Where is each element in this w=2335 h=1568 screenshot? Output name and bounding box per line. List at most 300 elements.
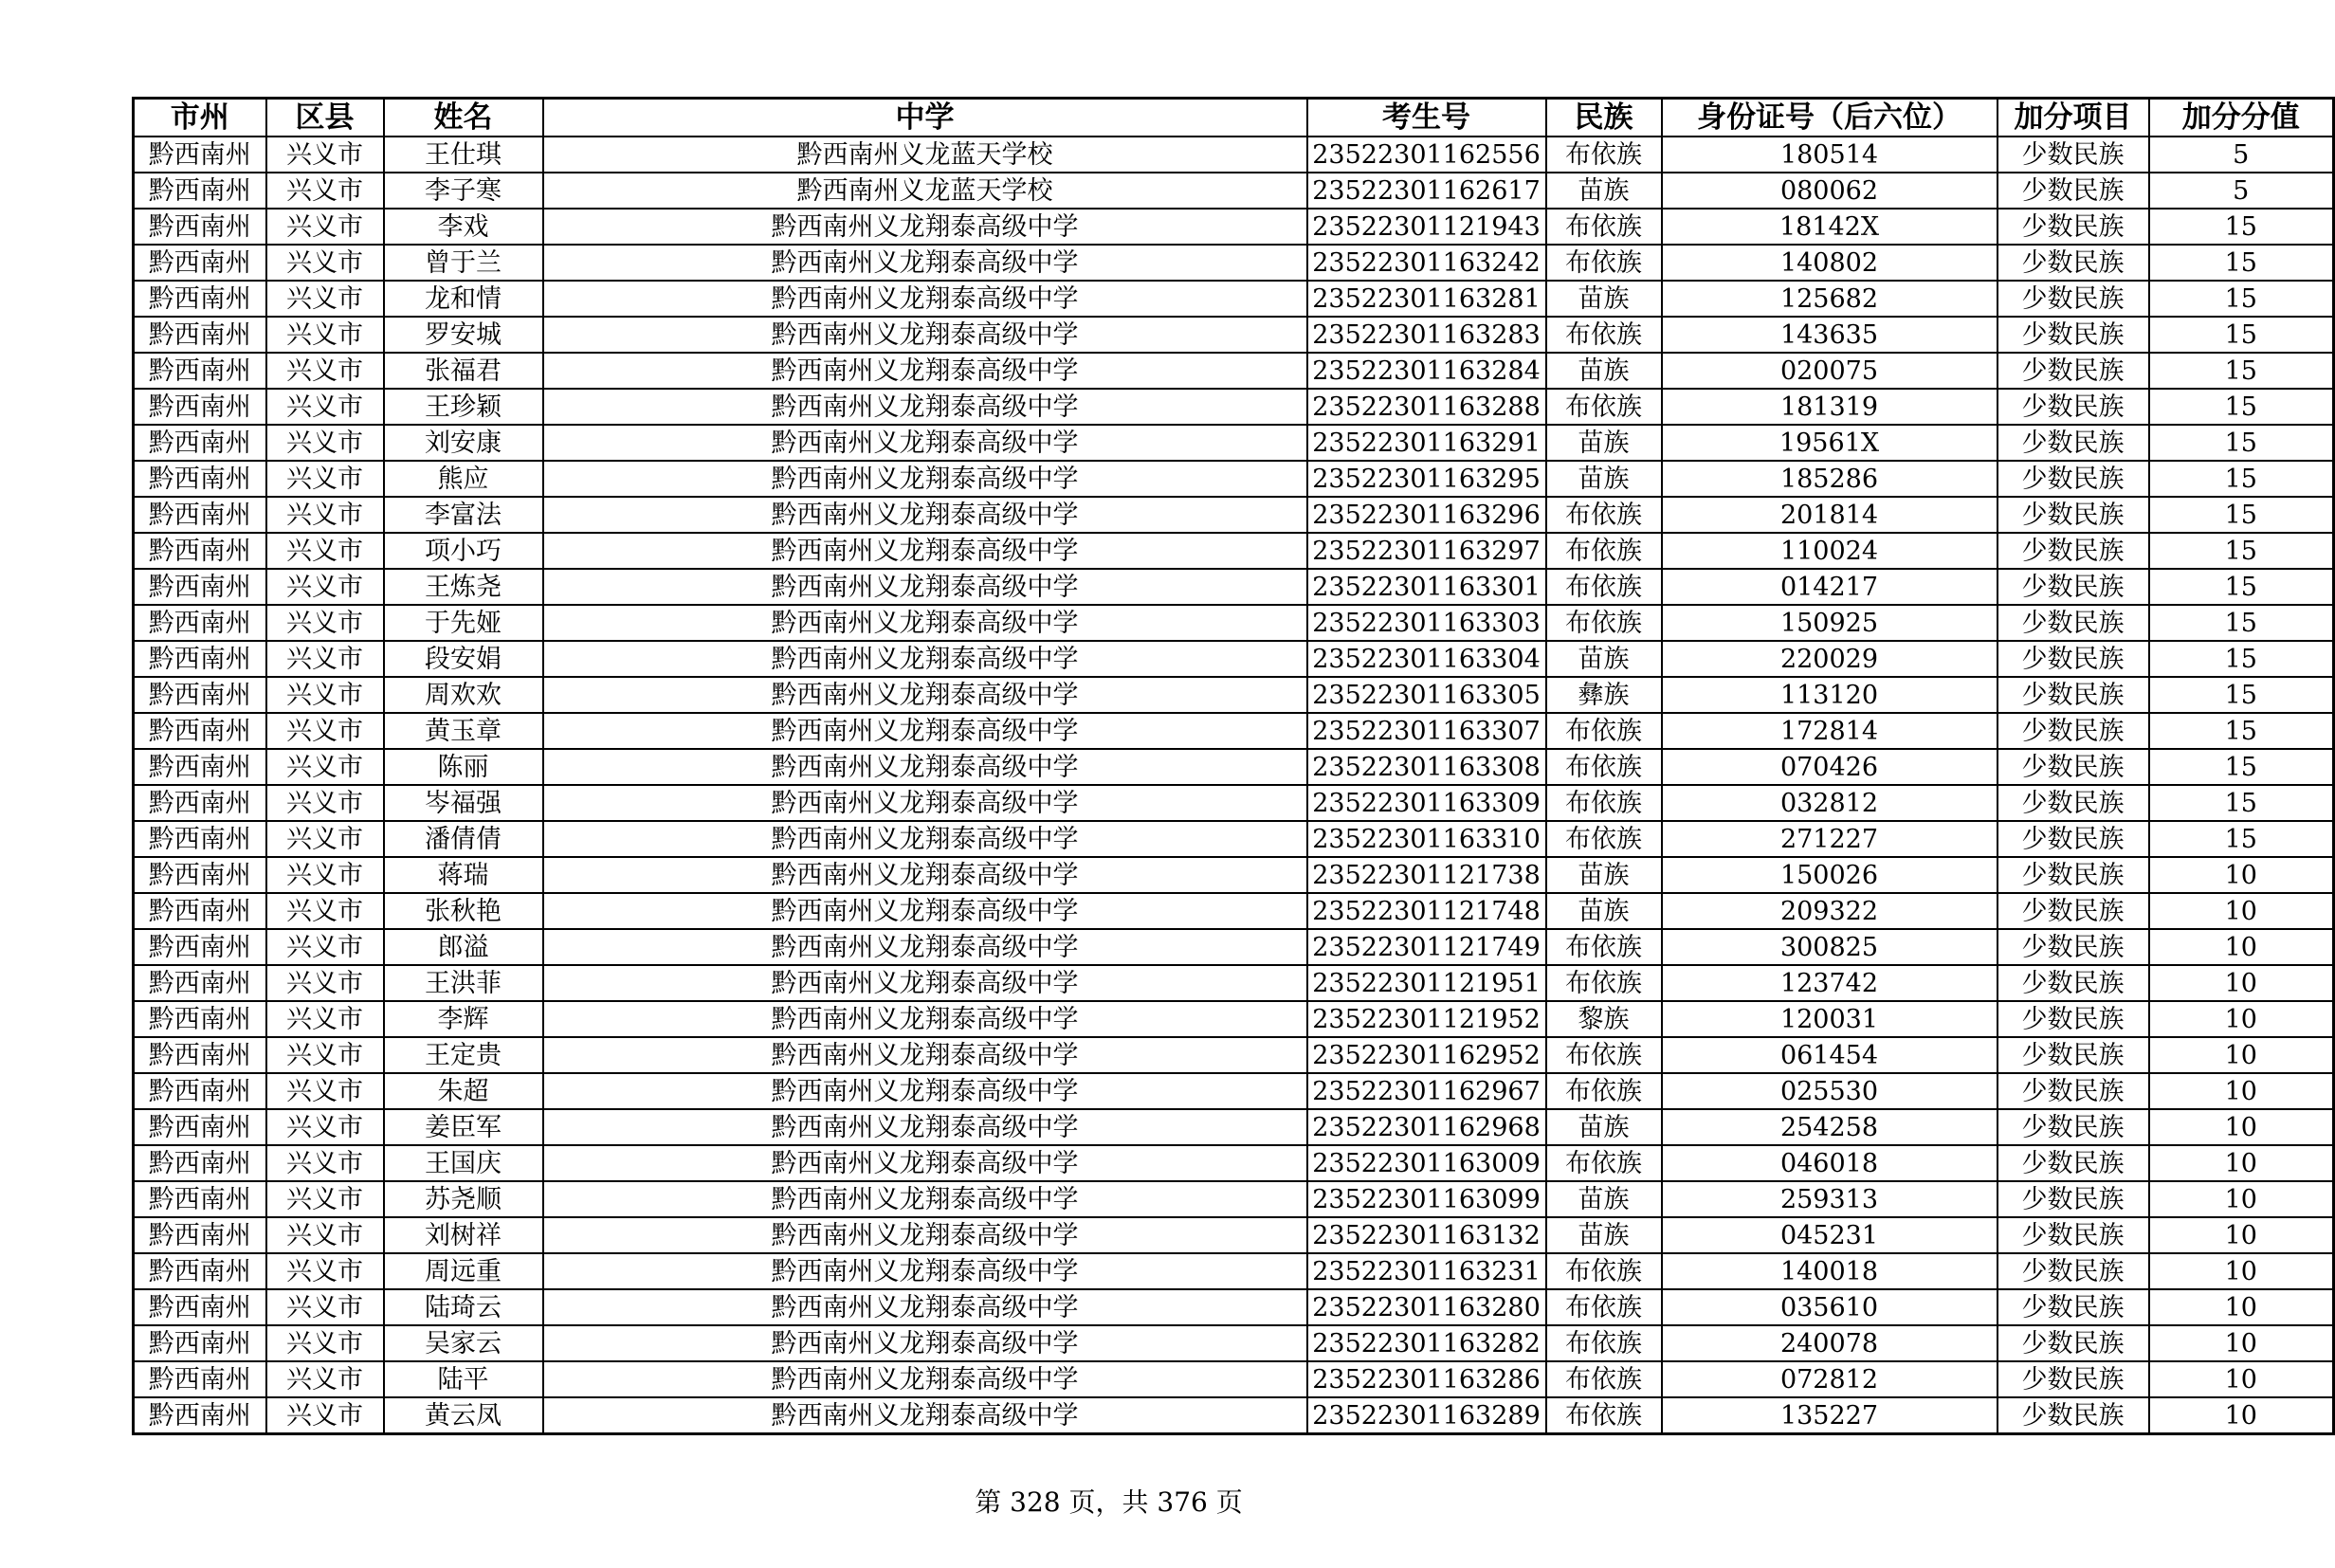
table-row <box>134 353 2334 389</box>
bonus-score-cell: 10 <box>2149 1361 2334 1397</box>
table-row <box>134 245 2334 281</box>
district-cell: 兴义市 <box>266 137 384 173</box>
district-cell: 兴义市 <box>266 1109 384 1145</box>
ethnicity-cell: 布依族 <box>1546 785 1662 821</box>
exam-number-cell: 23522301121749 <box>1307 929 1546 965</box>
id-suffix-cell: 045231 <box>1662 1217 1998 1253</box>
bonus-item-cell: 少数民族 <box>1998 1253 2149 1289</box>
school-cell: 黔西南州义龙翔泰高级中学 <box>543 605 1307 641</box>
bonus-item-cell: 少数民族 <box>1998 281 2149 317</box>
table-row <box>134 497 2334 533</box>
bonus-item-cell: 少数民族 <box>1998 677 2149 713</box>
bonus-item-cell: 少数民族 <box>1998 1361 2149 1397</box>
ethnicity-cell: 布依族 <box>1546 1361 1662 1397</box>
exam-number-cell: 23522301162952 <box>1307 1037 1546 1073</box>
district-cell: 兴义市 <box>266 281 384 317</box>
header-row <box>134 99 2334 137</box>
exam-number-cell: 23522301163283 <box>1307 317 1546 353</box>
exam-number-cell: 23522301121951 <box>1307 965 1546 1001</box>
table-row <box>134 1253 2334 1289</box>
table-row <box>134 533 2334 569</box>
bonus-score-cell: 15 <box>2149 209 2334 245</box>
bonus-score-cell: 10 <box>2149 929 2334 965</box>
id-suffix-cell: 120031 <box>1662 1001 1998 1037</box>
school-cell: 黔西南州义龙翔泰高级中学 <box>543 965 1307 1001</box>
city-cell: 黔西南州 <box>134 893 266 929</box>
name-cell: 周欢欢 <box>384 677 543 713</box>
name-cell: 苏尧顺 <box>384 1181 543 1217</box>
ethnicity-cell: 布依族 <box>1546 749 1662 785</box>
id-suffix-cell: 020075 <box>1662 353 1998 389</box>
table-row <box>134 1397 2334 1434</box>
exam-number-cell: 23522301163296 <box>1307 497 1546 533</box>
name-cell: 黄云凤 <box>384 1397 543 1434</box>
district-cell: 兴义市 <box>266 857 384 893</box>
bonus-score-cell: 15 <box>2149 497 2334 533</box>
district-cell: 兴义市 <box>266 713 384 749</box>
name-cell: 张福君 <box>384 353 543 389</box>
bonus-score-cell: 15 <box>2149 317 2334 353</box>
bonus-item-cell: 少数民族 <box>1998 173 2149 209</box>
bonus-item-cell: 少数民族 <box>1998 821 2149 857</box>
city-cell: 黔西南州 <box>134 1217 266 1253</box>
table-row <box>134 317 2334 353</box>
ethnicity-cell: 苗族 <box>1546 281 1662 317</box>
city-cell: 黔西南州 <box>134 1109 266 1145</box>
bonus-score-cell: 10 <box>2149 893 2334 929</box>
score-bonus-table <box>132 97 2335 1435</box>
exam-number-cell: 23522301163284 <box>1307 353 1546 389</box>
name-cell: 郎溢 <box>384 929 543 965</box>
bonus-item-cell: 少数民族 <box>1998 1181 2149 1217</box>
district-cell: 兴义市 <box>266 245 384 281</box>
exam-number-cell: 23522301163132 <box>1307 1217 1546 1253</box>
city-cell: 黔西南州 <box>134 533 266 569</box>
table-row <box>134 1361 2334 1397</box>
table-row <box>134 965 2334 1001</box>
school-cell: 黔西南州义龙翔泰高级中学 <box>543 1289 1307 1325</box>
ethnicity-cell: 布依族 <box>1546 1397 1662 1434</box>
ethnicity-cell: 布依族 <box>1546 533 1662 569</box>
district-cell: 兴义市 <box>266 1037 384 1073</box>
exam-number-cell: 23522301162968 <box>1307 1109 1546 1145</box>
school-cell: 黔西南州义龙翔泰高级中学 <box>543 533 1307 569</box>
exam-number-cell: 23522301163282 <box>1307 1325 1546 1361</box>
exam-number-cell: 23522301163310 <box>1307 821 1546 857</box>
column-header-city: 市州 <box>134 99 266 137</box>
bonus-item-cell: 少数民族 <box>1998 425 2149 461</box>
school-cell: 黔西南州义龙翔泰高级中学 <box>543 245 1307 281</box>
column-header-school: 中学 <box>543 99 1307 137</box>
bonus-score-cell: 15 <box>2149 749 2334 785</box>
name-cell: 蒋瑞 <box>384 857 543 893</box>
ethnicity-cell: 布依族 <box>1546 1253 1662 1289</box>
id-suffix-cell: 300825 <box>1662 929 1998 965</box>
school-cell: 黔西南州义龙翔泰高级中学 <box>543 1361 1307 1397</box>
exam-number-cell: 23522301163099 <box>1307 1181 1546 1217</box>
id-suffix-cell: 140802 <box>1662 245 1998 281</box>
district-cell: 兴义市 <box>266 533 384 569</box>
ethnicity-cell: 苗族 <box>1546 461 1662 497</box>
id-suffix-cell: 240078 <box>1662 1325 1998 1361</box>
city-cell: 黔西南州 <box>134 497 266 533</box>
ethnicity-cell: 布依族 <box>1546 137 1662 173</box>
column-header-id-suffix: 身份证号（后六位） <box>1662 99 1998 137</box>
district-cell: 兴义市 <box>266 821 384 857</box>
id-suffix-cell: 271227 <box>1662 821 1998 857</box>
id-suffix-cell: 150925 <box>1662 605 1998 641</box>
city-cell: 黔西南州 <box>134 785 266 821</box>
column-header-bonus-item: 加分项目 <box>1998 99 2149 137</box>
exam-number-cell: 23522301163308 <box>1307 749 1546 785</box>
id-suffix-cell: 113120 <box>1662 677 1998 713</box>
table-row <box>134 821 2334 857</box>
bonus-item-cell: 少数民族 <box>1998 317 2149 353</box>
ethnicity-cell: 布依族 <box>1546 929 1662 965</box>
ethnicity-cell: 苗族 <box>1546 1181 1662 1217</box>
district-cell: 兴义市 <box>266 209 384 245</box>
bonus-item-cell: 少数民族 <box>1998 1001 2149 1037</box>
name-cell: 刘安康 <box>384 425 543 461</box>
ethnicity-cell: 布依族 <box>1546 1145 1662 1181</box>
name-cell: 龙和情 <box>384 281 543 317</box>
school-cell: 黔西南州义龙翔泰高级中学 <box>543 1253 1307 1289</box>
table-row <box>134 1037 2334 1073</box>
id-suffix-cell: 035610 <box>1662 1289 1998 1325</box>
id-suffix-cell: 172814 <box>1662 713 1998 749</box>
bonus-score-cell: 15 <box>2149 533 2334 569</box>
bonus-score-cell: 15 <box>2149 461 2334 497</box>
city-cell: 黔西南州 <box>134 173 266 209</box>
bonus-item-cell: 少数民族 <box>1998 1217 2149 1253</box>
city-cell: 黔西南州 <box>134 821 266 857</box>
bonus-score-cell: 10 <box>2149 1325 2334 1361</box>
name-cell: 王炼尧 <box>384 569 543 605</box>
table-row <box>134 749 2334 785</box>
exam-number-cell: 23522301121952 <box>1307 1001 1546 1037</box>
ethnicity-cell: 布依族 <box>1546 1325 1662 1361</box>
id-suffix-cell: 072812 <box>1662 1361 1998 1397</box>
exam-number-cell: 23522301163242 <box>1307 245 1546 281</box>
city-cell: 黔西南州 <box>134 281 266 317</box>
city-cell: 黔西南州 <box>134 1037 266 1073</box>
name-cell: 李辉 <box>384 1001 543 1037</box>
city-cell: 黔西南州 <box>134 209 266 245</box>
district-cell: 兴义市 <box>266 1181 384 1217</box>
school-cell: 黔西南州义龙翔泰高级中学 <box>543 929 1307 965</box>
table-row <box>134 1217 2334 1253</box>
ethnicity-cell: 布依族 <box>1546 605 1662 641</box>
id-suffix-cell: 080062 <box>1662 173 1998 209</box>
bonus-item-cell: 少数民族 <box>1998 965 2149 1001</box>
school-cell: 黔西南州义龙翔泰高级中学 <box>543 389 1307 425</box>
school-cell: 黔西南州义龙翔泰高级中学 <box>543 1001 1307 1037</box>
bonus-score-cell: 5 <box>2149 173 2334 209</box>
name-cell: 陆琦云 <box>384 1289 543 1325</box>
district-cell: 兴义市 <box>266 641 384 677</box>
exam-number-cell: 23522301163281 <box>1307 281 1546 317</box>
exam-number-cell: 23522301163309 <box>1307 785 1546 821</box>
id-suffix-cell: 150026 <box>1662 857 1998 893</box>
table-row <box>134 785 2334 821</box>
school-cell: 黔西南州义龙翔泰高级中学 <box>543 281 1307 317</box>
id-suffix-cell: 046018 <box>1662 1145 1998 1181</box>
bonus-score-cell: 10 <box>2149 1001 2334 1037</box>
bonus-item-cell: 少数民族 <box>1998 533 2149 569</box>
exam-number-cell: 23522301163288 <box>1307 389 1546 425</box>
ethnicity-cell: 布依族 <box>1546 1289 1662 1325</box>
ethnicity-cell: 布依族 <box>1546 209 1662 245</box>
id-suffix-cell: 201814 <box>1662 497 1998 533</box>
school-cell: 黔西南州义龙翔泰高级中学 <box>543 317 1307 353</box>
bonus-item-cell: 少数民族 <box>1998 245 2149 281</box>
ethnicity-cell: 苗族 <box>1546 173 1662 209</box>
name-cell: 王珍颖 <box>384 389 543 425</box>
table-row <box>134 209 2334 245</box>
school-cell: 黔西南州义龙翔泰高级中学 <box>543 569 1307 605</box>
school-cell: 黔西南州义龙翔泰高级中学 <box>543 677 1307 713</box>
table-row <box>134 929 2334 965</box>
bonus-item-cell: 少数民族 <box>1998 569 2149 605</box>
school-cell: 黔西南州义龙翔泰高级中学 <box>543 641 1307 677</box>
name-cell: 刘树祥 <box>384 1217 543 1253</box>
city-cell: 黔西南州 <box>134 389 266 425</box>
exam-number-cell: 23522301121738 <box>1307 857 1546 893</box>
city-cell: 黔西南州 <box>134 1181 266 1217</box>
ethnicity-cell: 布依族 <box>1546 713 1662 749</box>
ethnicity-cell: 苗族 <box>1546 425 1662 461</box>
name-cell: 项小巧 <box>384 533 543 569</box>
exam-number-cell: 23522301163303 <box>1307 605 1546 641</box>
column-header-exam-number: 考生号 <box>1307 99 1546 137</box>
table-row <box>134 713 2334 749</box>
table-row <box>134 281 2334 317</box>
bonus-score-cell: 15 <box>2149 605 2334 641</box>
table-row <box>134 677 2334 713</box>
city-cell: 黔西南州 <box>134 749 266 785</box>
bonus-item-cell: 少数民族 <box>1998 137 2149 173</box>
ethnicity-cell: 布依族 <box>1546 389 1662 425</box>
school-cell: 黔西南州义龙翔泰高级中学 <box>543 353 1307 389</box>
ethnicity-cell: 布依族 <box>1546 1037 1662 1073</box>
bonus-item-cell: 少数民族 <box>1998 1145 2149 1181</box>
city-cell: 黔西南州 <box>134 605 266 641</box>
bonus-score-cell: 15 <box>2149 821 2334 857</box>
id-suffix-cell: 254258 <box>1662 1109 1998 1145</box>
table-row <box>134 1289 2334 1325</box>
bonus-score-cell: 15 <box>2149 785 2334 821</box>
exam-number-cell: 23522301163304 <box>1307 641 1546 677</box>
bonus-score-cell: 15 <box>2149 425 2334 461</box>
district-cell: 兴义市 <box>266 461 384 497</box>
school-cell: 黔西南州义龙翔泰高级中学 <box>543 1217 1307 1253</box>
name-cell: 陆平 <box>384 1361 543 1397</box>
table-row <box>134 1109 2334 1145</box>
name-cell: 段安娟 <box>384 641 543 677</box>
bonus-score-cell: 15 <box>2149 641 2334 677</box>
column-header-bonus-score: 加分分值 <box>2149 99 2334 137</box>
ethnicity-cell: 苗族 <box>1546 1217 1662 1253</box>
city-cell: 黔西南州 <box>134 929 266 965</box>
exam-number-cell: 23522301162556 <box>1307 137 1546 173</box>
table-row <box>134 1073 2334 1109</box>
city-cell: 黔西南州 <box>134 1397 266 1434</box>
bonus-item-cell: 少数民族 <box>1998 1073 2149 1109</box>
id-suffix-cell: 025530 <box>1662 1073 1998 1109</box>
ethnicity-cell: 布依族 <box>1546 497 1662 533</box>
district-cell: 兴义市 <box>266 1253 384 1289</box>
district-cell: 兴义市 <box>266 1217 384 1253</box>
bonus-score-cell: 15 <box>2149 713 2334 749</box>
bonus-score-cell: 10 <box>2149 1397 2334 1434</box>
city-cell: 黔西南州 <box>134 569 266 605</box>
exam-number-cell: 23522301163291 <box>1307 425 1546 461</box>
city-cell: 黔西南州 <box>134 1289 266 1325</box>
table-row <box>134 1001 2334 1037</box>
school-cell: 黔西南州义龙翔泰高级中学 <box>543 1145 1307 1181</box>
id-suffix-cell: 123742 <box>1662 965 1998 1001</box>
bonus-item-cell: 少数民族 <box>1998 389 2149 425</box>
exam-number-cell: 23522301163307 <box>1307 713 1546 749</box>
district-cell: 兴义市 <box>266 677 384 713</box>
id-suffix-cell: 135227 <box>1662 1397 1998 1434</box>
district-cell: 兴义市 <box>266 317 384 353</box>
column-header-district: 区县 <box>266 99 384 137</box>
bonus-score-cell: 10 <box>2149 1109 2334 1145</box>
table-row <box>134 389 2334 425</box>
city-cell: 黔西南州 <box>134 965 266 1001</box>
table-row <box>134 1181 2334 1217</box>
bonus-item-cell: 少数民族 <box>1998 857 2149 893</box>
name-cell: 李戏 <box>384 209 543 245</box>
school-cell: 黔西南州义龙翔泰高级中学 <box>543 749 1307 785</box>
name-cell: 王定贵 <box>384 1037 543 1073</box>
city-cell: 黔西南州 <box>134 461 266 497</box>
district-cell: 兴义市 <box>266 497 384 533</box>
school-cell: 黔西南州义龙翔泰高级中学 <box>543 785 1307 821</box>
district-cell: 兴义市 <box>266 1001 384 1037</box>
district-cell: 兴义市 <box>266 605 384 641</box>
name-cell: 陈丽 <box>384 749 543 785</box>
id-suffix-cell: 19561X <box>1662 425 1998 461</box>
school-cell: 黔西南州义龙翔泰高级中学 <box>543 1037 1307 1073</box>
id-suffix-cell: 070426 <box>1662 749 1998 785</box>
school-cell: 黔西南州义龙翔泰高级中学 <box>543 1109 1307 1145</box>
ethnicity-cell: 布依族 <box>1546 317 1662 353</box>
school-cell: 黔西南州义龙翔泰高级中学 <box>543 1181 1307 1217</box>
ethnicity-cell: 布依族 <box>1546 569 1662 605</box>
ethnicity-cell: 彝族 <box>1546 677 1662 713</box>
school-cell: 黔西南州义龙翔泰高级中学 <box>543 461 1307 497</box>
district-cell: 兴义市 <box>266 389 384 425</box>
id-suffix-cell: 125682 <box>1662 281 1998 317</box>
exam-number-cell: 23522301163231 <box>1307 1253 1546 1289</box>
city-cell: 黔西南州 <box>134 317 266 353</box>
table-row <box>134 857 2334 893</box>
school-cell: 黔西南州义龙翔泰高级中学 <box>543 1397 1307 1434</box>
bonus-score-cell: 10 <box>2149 1289 2334 1325</box>
table-row <box>134 1325 2334 1361</box>
school-cell: 黔西南州义龙翔泰高级中学 <box>543 713 1307 749</box>
bonus-item-cell: 少数民族 <box>1998 893 2149 929</box>
column-header-name: 姓名 <box>384 99 543 137</box>
bonus-score-cell: 15 <box>2149 245 2334 281</box>
ethnicity-cell: 苗族 <box>1546 893 1662 929</box>
table-row <box>134 1145 2334 1181</box>
bonus-score-cell: 15 <box>2149 281 2334 317</box>
bonus-item-cell: 少数民族 <box>1998 929 2149 965</box>
bonus-score-cell: 10 <box>2149 1217 2334 1253</box>
id-suffix-cell: 220029 <box>1662 641 1998 677</box>
ethnicity-cell: 苗族 <box>1546 857 1662 893</box>
bonus-score-cell: 10 <box>2149 965 2334 1001</box>
name-cell: 曾于兰 <box>384 245 543 281</box>
exam-number-cell: 23522301163295 <box>1307 461 1546 497</box>
bonus-item-cell: 少数民族 <box>1998 1289 2149 1325</box>
table-row <box>134 137 2334 173</box>
bonus-score-cell: 5 <box>2149 137 2334 173</box>
district-cell: 兴义市 <box>266 929 384 965</box>
district-cell: 兴义市 <box>266 1145 384 1181</box>
name-cell: 王仕琪 <box>384 137 543 173</box>
name-cell: 罗安城 <box>384 317 543 353</box>
exam-number-cell: 23522301121943 <box>1307 209 1546 245</box>
city-cell: 黔西南州 <box>134 425 266 461</box>
bonus-item-cell: 少数民族 <box>1998 1397 2149 1434</box>
bonus-score-cell: 15 <box>2149 353 2334 389</box>
id-suffix-cell: 110024 <box>1662 533 1998 569</box>
ethnicity-cell: 布依族 <box>1546 245 1662 281</box>
id-suffix-cell: 032812 <box>1662 785 1998 821</box>
ethnicity-cell: 布依族 <box>1546 965 1662 1001</box>
exam-number-cell: 23522301163305 <box>1307 677 1546 713</box>
ethnicity-cell: 苗族 <box>1546 1109 1662 1145</box>
table-row <box>134 605 2334 641</box>
bonus-item-cell: 少数民族 <box>1998 353 2149 389</box>
bonus-item-cell: 少数民族 <box>1998 641 2149 677</box>
city-cell: 黔西南州 <box>134 1073 266 1109</box>
name-cell: 潘倩倩 <box>384 821 543 857</box>
district-cell: 兴义市 <box>266 749 384 785</box>
name-cell: 王洪菲 <box>384 965 543 1001</box>
bonus-item-cell: 少数民族 <box>1998 461 2149 497</box>
school-cell: 黔西南州义龙翔泰高级中学 <box>543 857 1307 893</box>
name-cell: 张秋艳 <box>384 893 543 929</box>
id-suffix-cell: 014217 <box>1662 569 1998 605</box>
exam-number-cell: 23522301162967 <box>1307 1073 1546 1109</box>
district-cell: 兴义市 <box>266 1289 384 1325</box>
school-cell: 黔西南州义龙翔泰高级中学 <box>543 1325 1307 1361</box>
name-cell: 朱超 <box>384 1073 543 1109</box>
id-suffix-cell: 180514 <box>1662 137 1998 173</box>
ethnicity-cell: 布依族 <box>1546 821 1662 857</box>
bonus-score-cell: 10 <box>2149 1145 2334 1181</box>
bonus-score-cell: 15 <box>2149 389 2334 425</box>
id-suffix-cell: 181319 <box>1662 389 1998 425</box>
ethnicity-cell: 黎族 <box>1546 1001 1662 1037</box>
district-cell: 兴义市 <box>266 353 384 389</box>
city-cell: 黔西南州 <box>134 1145 266 1181</box>
id-suffix-cell: 18142X <box>1662 209 1998 245</box>
bonus-item-cell: 少数民族 <box>1998 209 2149 245</box>
bonus-item-cell: 少数民族 <box>1998 749 2149 785</box>
name-cell: 李子寒 <box>384 173 543 209</box>
id-suffix-cell: 143635 <box>1662 317 1998 353</box>
bonus-item-cell: 少数民族 <box>1998 1109 2149 1145</box>
bonus-score-cell: 10 <box>2149 1181 2334 1217</box>
city-cell: 黔西南州 <box>134 1253 266 1289</box>
name-cell: 黄玉章 <box>384 713 543 749</box>
